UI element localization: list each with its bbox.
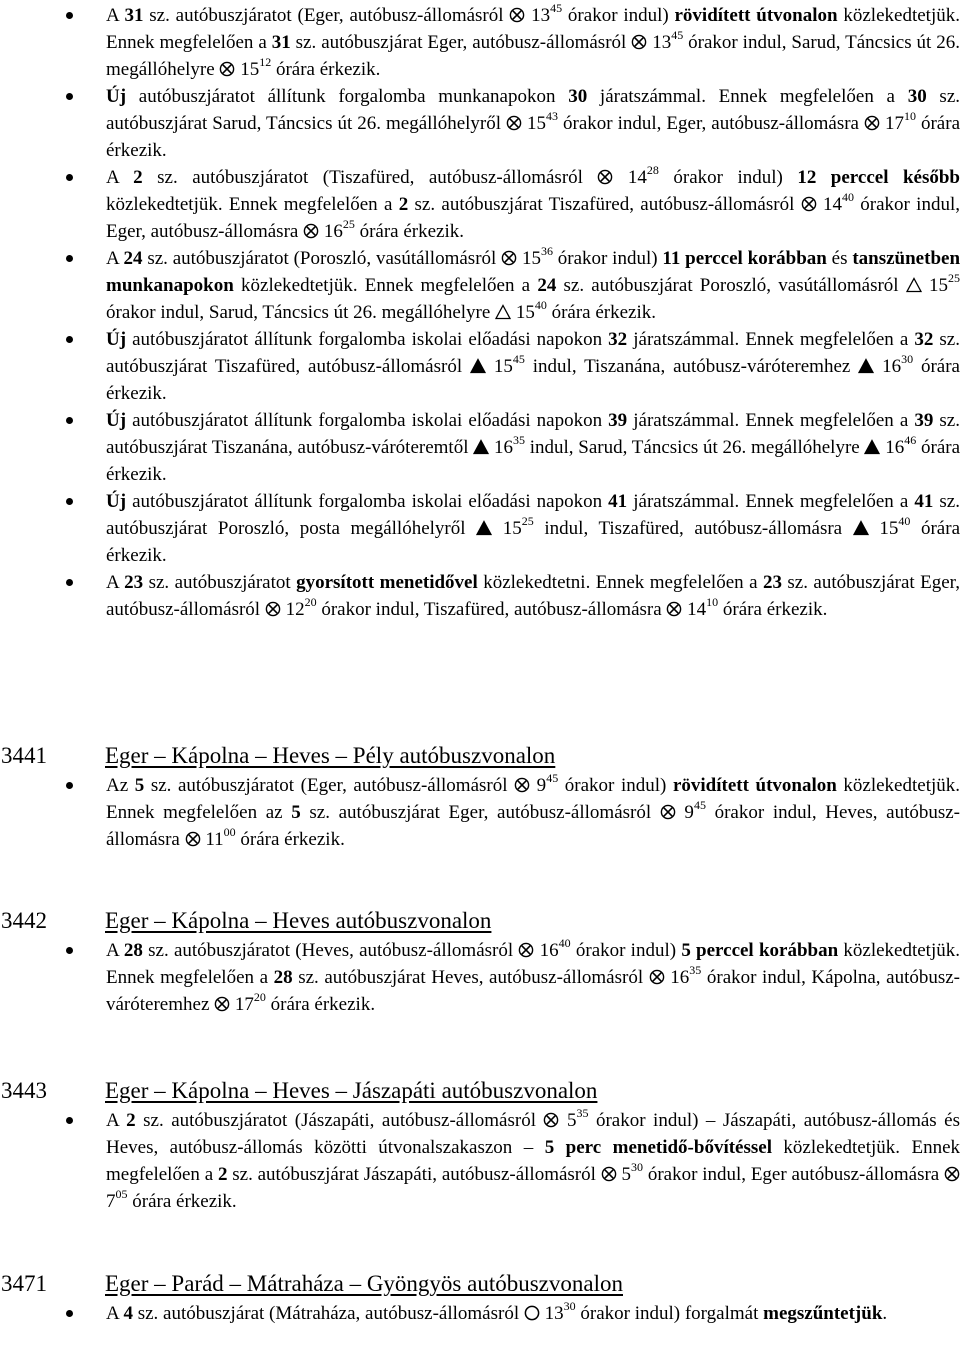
bold-text: Új [106, 86, 127, 107]
cross-circle-icon [601, 1166, 617, 1182]
bold-text: 2 [398, 194, 409, 215]
bold-text: 2 [126, 1110, 136, 1131]
text-run: A [106, 940, 124, 961]
bold-text: 5 [134, 775, 145, 796]
time-minutes: 45 [512, 351, 525, 366]
text-run: órakor indul) [552, 248, 663, 269]
text-run: sz. autóbuszjárat (Mátraháza, autóbusz-állomásról [132, 1303, 524, 1324]
text-run: 9 [530, 775, 547, 796]
text-run: 16 [880, 437, 905, 458]
bold-text: Új [106, 491, 127, 512]
text-run: autóbuszjáratot állítunk forgalomba munkanapokon [126, 86, 569, 107]
route-title: Eger – Kápolna – Heves autóbuszvonalon [105, 908, 492, 933]
text-run: órakor indul, Eger, autóbusz-állomásra [558, 113, 864, 134]
section-heading [0, 1076, 960, 1106]
time-minutes: 40 [534, 297, 547, 312]
notice-list [0, 772, 960, 853]
triangle-outline-icon [495, 304, 511, 320]
cross-circle-icon [514, 777, 530, 793]
bold-text: 32 [914, 329, 934, 350]
cross-circle-icon [666, 601, 682, 617]
text-run: és [826, 248, 853, 269]
text-run: 15 [868, 518, 899, 539]
text-run: autóbuszjáratot állítunk forgalomba iskolai előadási napokon [126, 329, 609, 350]
text-run: sz. autóbuszjárat Eger, autóbusz-állomásról [290, 32, 632, 53]
notice-list [0, 1107, 960, 1215]
text-run: 15 [522, 113, 547, 134]
notice-list [0, 1300, 960, 1327]
text-run: autóbuszjáratot állítunk forgalomba iskolai előadási napokon [126, 410, 609, 431]
time-minutes: 45 [671, 27, 684, 42]
bold-text: 28 [123, 940, 143, 961]
time-minutes: 10 [903, 108, 916, 123]
time-minutes: 25 [521, 513, 534, 528]
cross-circle-icon [265, 601, 281, 617]
text-run: 15 [511, 302, 535, 323]
bold-text: 2 [133, 167, 143, 188]
text-run: órára érkezik. [106, 113, 960, 161]
text-run: 17 [879, 113, 904, 134]
text-run: 14 [816, 194, 842, 215]
text-run: járatszámmal. Ennek megfelelően a [627, 491, 915, 512]
bold-text: 24 [123, 248, 143, 269]
cross-circle-icon [649, 969, 665, 985]
time-minutes: 20 [253, 989, 266, 1004]
text-run: járatszámmal. Ennek megfelelően a [627, 329, 915, 350]
text-run: sz. autóbuszjáratot (Eger, autóbusz-állomásról [143, 5, 510, 26]
cross-circle-icon [509, 7, 525, 23]
bold-text: 41 [914, 491, 934, 512]
text-run: sz. autóbuszjárat Poroszló, posta megállóhelyről [106, 491, 960, 539]
time-minutes: 20 [304, 594, 317, 609]
list-item [0, 407, 960, 488]
text-run: órára érkezik. [127, 1191, 237, 1212]
text-run: 16 [319, 221, 343, 242]
time-minutes: 25 [342, 216, 355, 231]
text-run: indul, Tiszafüred, autóbusz-állomásra [533, 518, 853, 539]
bold-text: 5 [291, 802, 301, 823]
cross-circle-icon [506, 115, 522, 131]
time-minutes: 46 [904, 432, 917, 447]
triangle-filled-icon [476, 520, 492, 536]
text-run: közlekedtetjük. Ennek megfelelően a [106, 194, 399, 215]
triangle-filled-icon [470, 358, 486, 374]
triangle-outline-icon [906, 277, 922, 293]
time-minutes: 10 [706, 594, 719, 609]
time-minutes: 45 [546, 770, 559, 785]
text-run: órakor indul, Kápolna, autóbusz-váróteremhez [106, 967, 960, 1015]
cross-circle-icon [219, 61, 235, 77]
route-section [0, 741, 960, 853]
text-run: órára érkezik. [718, 599, 828, 620]
bold-text: 39 [914, 410, 934, 431]
text-run: sz. autóbuszjáratot (Eger, autóbusz-állomásról [144, 775, 515, 796]
route-section [0, 1269, 960, 1327]
text-run: közlekedtetni. Ennek megfelelően a [477, 572, 763, 593]
cross-circle-icon [660, 804, 676, 820]
list-item [0, 326, 960, 407]
text-run: közlekedtetjük. Ennek megfelelően az [106, 775, 960, 823]
bold-text: tanszünetben munkanapokon [106, 248, 960, 296]
route-title: Eger – Kápolna – Heves – Jászapáti autóbuszvonalon [105, 1078, 598, 1103]
time-minutes: 35 [513, 432, 525, 447]
text-run: A [106, 572, 125, 593]
text-run: sz. autóbuszjárat Eger, autóbusz-állomásról [106, 572, 960, 620]
text-run: órára érkezik. [106, 518, 960, 566]
text-run: órára érkezik. [106, 356, 960, 404]
bold-text: 11 perccel korábban [662, 248, 827, 269]
time-minutes: 35 [576, 1105, 589, 1120]
list-item [0, 569, 960, 623]
bold-text: 28 [273, 967, 293, 988]
list-item [0, 1300, 960, 1327]
text-run: 16 [874, 356, 902, 377]
time-minutes: 35 [689, 962, 702, 977]
route-section [0, 906, 960, 1018]
section-heading [0, 906, 960, 936]
list-item [0, 488, 960, 569]
text-run: sz. autóbuszjárat Jászapáti, autóbusz-állomásról [227, 1164, 601, 1185]
bold-text: 23 [124, 572, 144, 593]
text-run: 11 [200, 829, 224, 850]
list-item [0, 937, 960, 1018]
time-minutes: 12 [259, 54, 272, 69]
bold-text: gyorsított menetidővel [296, 572, 478, 593]
route-code: 3471 [1, 1271, 47, 1296]
time-minutes: 25 [948, 270, 960, 285]
bold-text: 31 [271, 32, 291, 53]
text-run: 13 [525, 5, 551, 26]
text-run: 17 [230, 994, 254, 1015]
text-run: 13 [539, 1303, 564, 1324]
text-run: közlekedtetjük. Ennek megfelelően a [106, 5, 960, 53]
text-run: 15 [485, 356, 513, 377]
time-minutes: 30 [563, 1298, 576, 1313]
text-run: sz. autóbuszjárat Tiszafüred, autóbusz-állomásról [106, 329, 960, 377]
text-run: sz. autóbuszjárat Eger, autóbusz-állomásról [300, 802, 660, 823]
text-run: 5 [559, 1110, 577, 1131]
time-minutes: 40 [841, 189, 854, 204]
triangle-filled-icon [853, 520, 869, 536]
route-title: Eger – Kápolna – Heves – Pély autóbuszvonalon [105, 743, 556, 768]
bold-text: 23 [762, 572, 782, 593]
text-run: órakor indul) forgalmát [575, 1303, 764, 1324]
text-run: 9 [675, 802, 694, 823]
text-run: 7 [106, 1191, 116, 1212]
notice-list [0, 2, 960, 623]
cross-circle-icon [214, 996, 230, 1012]
text-run: sz. autóbuszjáratot (Jászapáti, autóbusz-állomásról [135, 1110, 544, 1131]
section-heading [0, 1269, 960, 1299]
text-run: 5 [616, 1164, 632, 1185]
route-code: 3443 [1, 1078, 47, 1103]
text-run: sz. autóbuszjáratot (Tiszafüred, autóbusz-állomásról [142, 167, 598, 188]
text-run: sz. autóbuszjáratot (Poroszló, vasútállomásról [142, 248, 502, 269]
bold-text: rövidített útvonalon [672, 775, 837, 796]
bold-text: 32 [608, 329, 628, 350]
text-run: sz. autóbuszjáratot (Heves, autóbusz-állomásról [142, 940, 519, 961]
text-run: órára érkezik. [271, 59, 381, 80]
list-item [0, 245, 960, 326]
bold-text: 31 [124, 5, 144, 26]
time-minutes: 36 [540, 243, 553, 258]
route-section [0, 1076, 960, 1215]
route-code: 3441 [1, 743, 47, 768]
text-run: közlekedtetjük. Ennek megfelelően a [106, 1137, 960, 1185]
cross-circle-icon [185, 831, 201, 847]
cross-circle-icon [518, 942, 534, 958]
text-run: A [106, 5, 125, 26]
bold-text: 41 [608, 491, 628, 512]
cross-circle-icon [864, 115, 880, 131]
text-run: járatszámmal. Ennek megfelelően a [627, 410, 915, 431]
list-item [0, 1107, 960, 1215]
time-minutes: 30 [901, 351, 914, 366]
text-run: sz. autóbuszjáratot [143, 572, 297, 593]
bold-text: 30 [907, 86, 927, 107]
list-item [0, 83, 960, 164]
text-run: órakor indul) [570, 940, 682, 961]
route-title: Eger – Parád – Mátraháza – Gyöngyös autóbuszvonalon [105, 1271, 623, 1296]
text-run: Az [106, 775, 135, 796]
text-run: 16 [489, 437, 513, 458]
triangle-filled-icon [858, 358, 874, 374]
cross-circle-icon [303, 223, 319, 239]
cross-circle-icon [543, 1112, 559, 1128]
cross-circle-icon [597, 169, 613, 185]
text-run: órakor indul, Tiszafüred, autóbusz-állomásra [316, 599, 667, 620]
text-run: sz. autóbuszjárat Tiszafüred, autóbusz-állomásról [408, 194, 801, 215]
text-run: 15 [517, 248, 541, 269]
text-run: órára érkezik. [546, 302, 656, 323]
triangle-filled-icon [864, 439, 880, 455]
text-run: . [882, 1303, 888, 1324]
bold-text: megszűntetjük [763, 1303, 883, 1324]
bold-text: 2 [217, 1164, 228, 1185]
text-run: órakor indul) [658, 167, 798, 188]
text-run: órára érkezik. [235, 829, 345, 850]
text-run: órára érkezik. [265, 994, 376, 1015]
bold-text: 39 [608, 410, 628, 431]
cross-circle-icon [631, 34, 647, 50]
bold-text: 24 [537, 275, 557, 296]
text-run: A [106, 167, 134, 188]
text-run: sz. autóbuszjárat Heves, autóbusz-állomásról [292, 967, 649, 988]
text-run: 15 [492, 518, 522, 539]
cross-circle-icon [501, 250, 517, 266]
bold-text: 12 perccel később [797, 167, 960, 188]
triangle-filled-icon [473, 439, 489, 455]
time-minutes: 30 [631, 1159, 644, 1174]
text-run: sz. autóbuszjárat Tiszanána, autóbusz-váróteremtől [106, 410, 960, 458]
text-run: órakor indul, Eger, autóbusz-állomásra [106, 194, 960, 242]
text-run: 14 [682, 599, 707, 620]
text-run: órára érkezik. [354, 221, 465, 242]
bold-text: 5 perc menetidő-bővítéssel [544, 1137, 772, 1158]
text-run: órára érkezik. [106, 437, 960, 485]
time-minutes: 45 [550, 0, 563, 15]
time-minutes: 00 [223, 824, 236, 839]
list-item [0, 2, 960, 83]
text-run: A [106, 1110, 127, 1131]
text-run: órakor indul, Eger autóbusz-állomásra [643, 1164, 945, 1185]
bold-text: Új [106, 410, 127, 431]
time-minutes: 28 [646, 162, 659, 177]
circle-outline-icon [524, 1305, 540, 1321]
cross-circle-icon [944, 1166, 960, 1182]
text-run: órakor indul) [558, 775, 673, 796]
list-item [0, 772, 960, 853]
bold-text: 30 [568, 86, 588, 107]
text-run: járatszámmal. Ennek megfelelően a [587, 86, 908, 107]
time-minutes: 05 [115, 1186, 128, 1201]
text-run: órakor indul, Sarud, Táncsics út 26. megállóhelyre [106, 32, 960, 80]
text-run: sz. autóbuszjárat Poroszló, vasútállomásról [556, 275, 906, 296]
text-run: 12 [280, 599, 305, 620]
notice-list [0, 937, 960, 1018]
text-run: 15 [921, 275, 949, 296]
text-run: 16 [664, 967, 690, 988]
text-run: órakor indul) [562, 5, 675, 26]
text-run: közlekedtetjük. Ennek megfelelően a [106, 940, 960, 988]
text-run: órakor indul) – Jászapáti, autóbusz-állomás és Heves, autóbusz-állomás közötti útvonalszakaszon – [106, 1110, 960, 1158]
text-run: A [106, 1303, 124, 1324]
text-run: indul, Tiszanána, autóbusz-váróteremhez [524, 356, 859, 377]
time-minutes: 43 [546, 108, 559, 123]
text-run: 15 [235, 59, 260, 80]
bold-text: rövidített útvonalon [674, 5, 838, 26]
cross-circle-icon [801, 196, 817, 212]
time-minutes: 40 [898, 513, 911, 528]
section-heading [0, 741, 960, 771]
text-run: autóbuszjáratot állítunk forgalomba iskolai előadási napokon [126, 491, 609, 512]
bold-text: 4 [123, 1303, 133, 1324]
time-minutes: 40 [558, 935, 571, 950]
bold-text: 5 perccel korábban [681, 940, 839, 961]
list-item [0, 164, 960, 245]
bold-text: Új [106, 329, 127, 350]
text-run: A [106, 248, 124, 269]
text-run: 13 [647, 32, 672, 53]
route-code: 3442 [1, 908, 47, 933]
text-run: indul, Sarud, Táncsics út 26. megállóhelyre [525, 437, 865, 458]
text-run: 14 [613, 167, 647, 188]
text-run: közlekedtetjük. Ennek megfelelően a [233, 275, 538, 296]
time-minutes: 45 [693, 797, 706, 812]
text-run: sz. autóbuszjárat Sarud, Táncsics út 26. megállóhelyről [106, 86, 960, 134]
text-run: órakor indul, Heves, autóbusz-állomásra [106, 802, 960, 850]
text-run: órakor indul, Sarud, Táncsics út 26. megállóhelyre [106, 302, 496, 323]
text-run: 16 [534, 940, 559, 961]
